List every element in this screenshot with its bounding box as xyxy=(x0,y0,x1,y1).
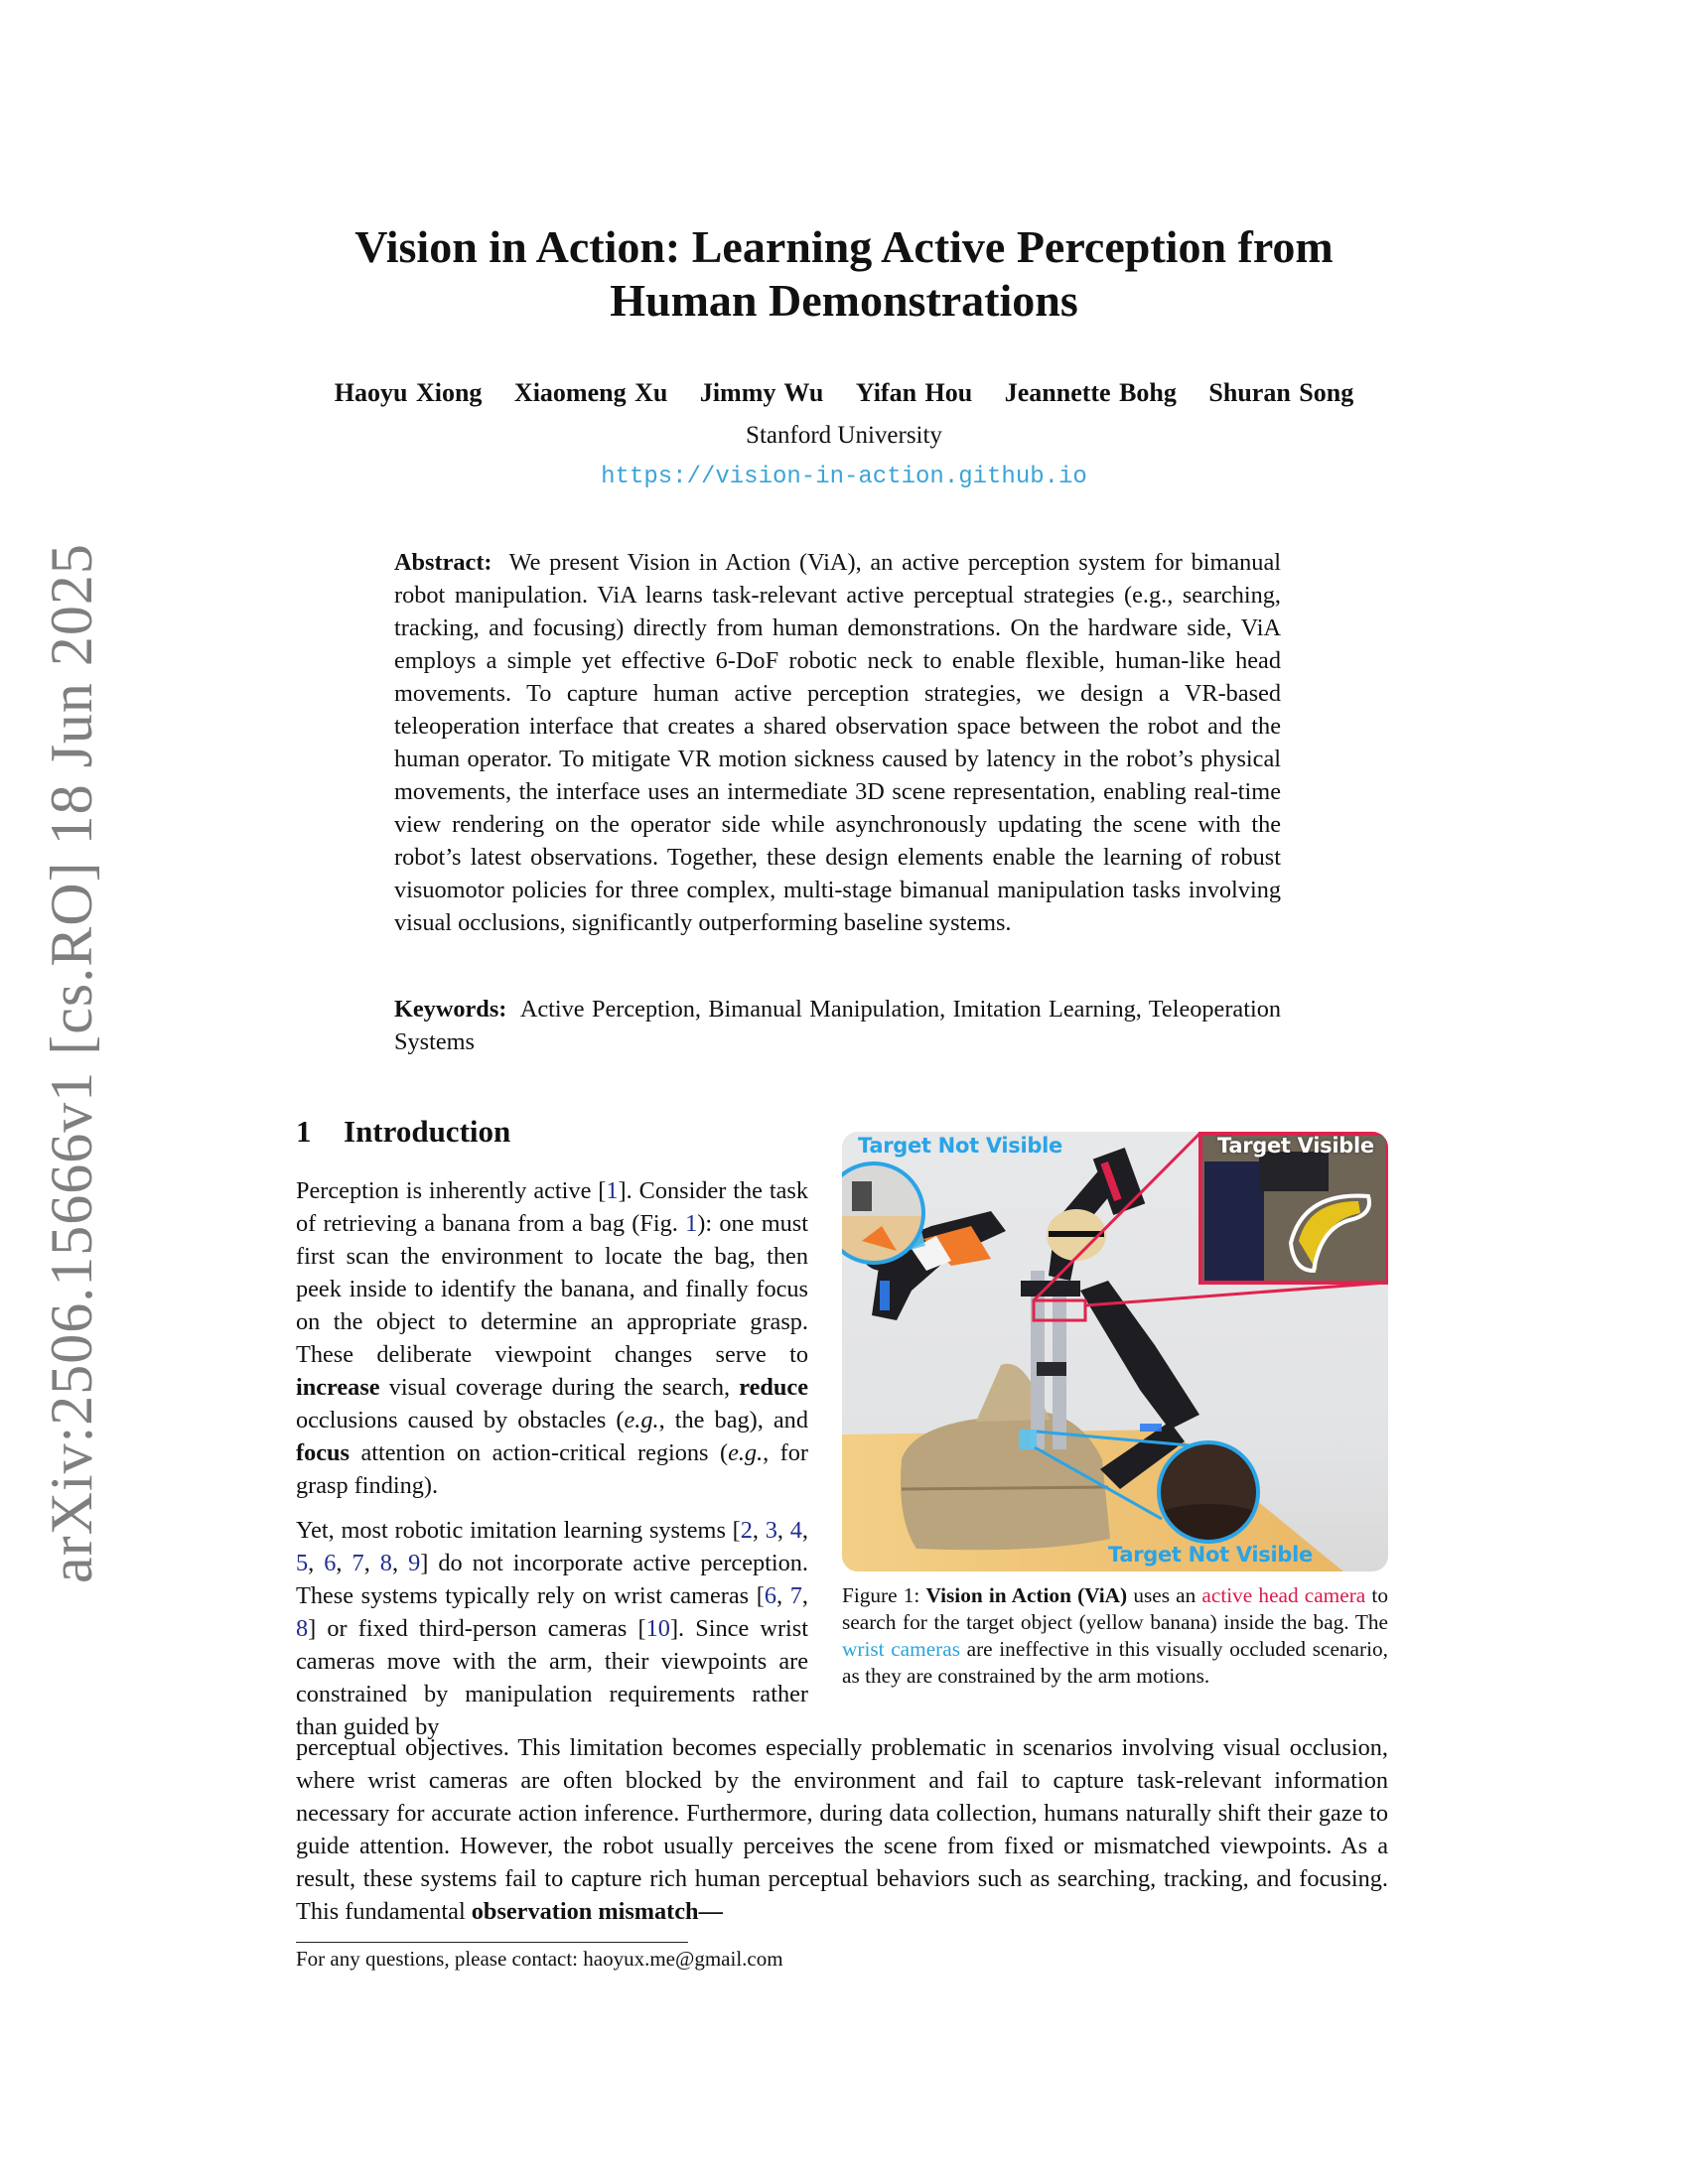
caption-bold: Vision in Action (ViA) xyxy=(925,1583,1128,1607)
italic-text: e.g. xyxy=(624,1407,659,1433)
abstract-label: Abstract: xyxy=(394,549,492,576)
caption-wrist-cameras-highlight: wrist cameras xyxy=(842,1637,960,1661)
paper-title xyxy=(298,220,1390,328)
robot-scene-illustration xyxy=(842,1132,1388,1571)
text: ] do not incorporate active perception. These systems typically rely on wrist cameras [ xyxy=(296,1550,809,1609)
text: ] or fixed third-person cameras [ xyxy=(308,1615,646,1642)
keywords xyxy=(394,993,1281,1058)
citation-link[interactable]: 8 xyxy=(296,1615,309,1642)
author: Xiaomeng Xu xyxy=(513,378,668,407)
citation-link[interactable]: 1 xyxy=(606,1177,619,1204)
text: Yet, most robotic imitation learning systems [ xyxy=(296,1517,741,1544)
citation-link[interactable]: 8 xyxy=(379,1550,392,1576)
text: perceptual objectives. This limitation becomes especially problematic in scenarios involving visual occlusion, where wrist cameras are often blocked by the environment and fail to capture task-relevant information necessary for accurate action inference. Furthermore, during data collection, humans naturally shift their gaze to guide attention. However, the robot usually perceives the scene from fixed or mismatched viewpoints. As a result, these systems fail to capture rich human perceptual behaviors such as searching, tracking, and focusing. This fundamental xyxy=(296,1734,1388,1925)
figure-label-top-right: Target Visible xyxy=(1217,1134,1374,1158)
text: are ineffective in this visually occluded scenario, as they are constrained by the arm motions. xyxy=(842,1637,1388,1688)
author: Yifan Hou xyxy=(855,378,973,407)
text: ): one must first scan the environment to locate the bag, then peek inside to identify the banana, and finally focus on the object to determine an appropriate grasp. These deliberate viewpoint changes serve to xyxy=(296,1210,808,1368)
figure-label-bottom: Target Not Visible xyxy=(1108,1543,1313,1567)
figure-1-caption xyxy=(842,1582,1388,1690)
text: visual coverage during the search, xyxy=(379,1374,740,1401)
citation-link[interactable]: 3 xyxy=(765,1517,777,1544)
em-dash: — xyxy=(698,1898,723,1925)
text: ]. Since wrist cameras move with the arm, their viewpoints are constrained by manipulation requirements rather than guided by xyxy=(296,1615,808,1740)
caption-head-camera-highlight: active head camera xyxy=(1201,1583,1366,1607)
text: , for grasp finding). xyxy=(296,1439,809,1499)
text: uses an xyxy=(1127,1583,1202,1607)
abstract-text: We present Vision in Action (ViA), an active perception system for bimanual robot manipulation. ViA learns task-relevant active perceptual strategies (e.g., searching, tracking, and focusing) directly from human demonstrations. On the hardware side, ViA employs a simple yet effective 6-DoF robotic neck to enable flexible, human-like head movements. To capture human active perception strategies, we design a VR-based teleoperation interface that creates a shared observation space between the robot and the human operator. To mitigate VR motion sickness caused by latency in the robot’s physical movements, the interface uses an intermediate 3D scene representation, enabling real-time view rendering on the operator side while asynchronously updating the scene with the robot’s latest observations. Together, these design elements enable the learning of robust visuomotor policies for three complex, multi-stage bimanual manipulation tasks involving visual occlusions, significantly outperforming baseline systems. xyxy=(394,549,1281,936)
figure-ref-link[interactable]: 1 xyxy=(685,1210,698,1237)
keywords-label: Keywords: xyxy=(394,996,507,1023)
text: , the bag), and xyxy=(658,1407,808,1433)
project-url-link[interactable]: https://vision-in-action.github.io xyxy=(601,464,1087,490)
footnote-rule xyxy=(296,1942,688,1943)
author: Jeannette Bohg xyxy=(1004,378,1177,407)
caption-prefix: Figure 1: xyxy=(842,1583,926,1607)
citation-link[interactable]: 5 xyxy=(296,1550,309,1576)
intro-paragraph-2-continued xyxy=(296,1731,1388,1928)
author: Haoyu Xiong xyxy=(334,378,483,407)
footnote-contact: For any questions, please contact: haoyux.me@gmail.com xyxy=(296,1947,783,1971)
citation-link[interactable]: 7 xyxy=(352,1550,364,1576)
bold-text: observation mismatch xyxy=(471,1898,699,1925)
title-line-2: Human Demonstrations xyxy=(610,275,1078,326)
abstract xyxy=(394,546,1281,939)
citation-link[interactable]: 2 xyxy=(740,1517,753,1544)
title-line-1: Vision in Action: Learning Active Perception from xyxy=(354,221,1334,272)
affiliation: Stanford University xyxy=(746,422,942,449)
keywords-text: Active Perception, Bimanual Manipulation, Imitation Learning, Teleoperation Systems xyxy=(394,996,1281,1055)
citation-link[interactable]: 9 xyxy=(408,1550,421,1576)
citation-link[interactable]: 4 xyxy=(789,1517,802,1544)
author: Jimmy Wu xyxy=(699,378,824,407)
figure-label-top-left: Target Not Visible xyxy=(858,1134,1062,1158)
citation-link[interactable]: 6 xyxy=(324,1550,337,1576)
figure-1-image xyxy=(842,1132,1388,1571)
text: ]. Consider the task of retrieving a banana from a bag (Fig. xyxy=(296,1177,808,1237)
text: Perception is inherently active [ xyxy=(296,1177,607,1204)
arxiv-stamp xyxy=(39,543,104,1583)
text: to search for the target object (yellow banana) inside the bag. The xyxy=(842,1583,1388,1634)
bold-text: focus xyxy=(296,1439,350,1466)
text: attention on action-critical regions ( xyxy=(350,1439,729,1466)
section-title: Introduction xyxy=(344,1114,511,1149)
italic-text: e.g. xyxy=(728,1439,764,1466)
intro-left-column xyxy=(296,1174,808,1755)
citation-link[interactable]: 10 xyxy=(645,1615,670,1642)
intro-paragraph-1 xyxy=(296,1174,808,1502)
bold-text: increase xyxy=(296,1374,380,1401)
author: Shuran Song xyxy=(1208,378,1354,407)
author-list xyxy=(298,378,1390,408)
section-heading-introduction xyxy=(296,1112,510,1152)
bold-text: reduce xyxy=(739,1374,808,1401)
text: occlusions caused by obstacles ( xyxy=(296,1407,625,1433)
arxiv-stamp-text: arXiv:2506.15666v1 [cs.RO] 18 Jun 2025 xyxy=(39,543,104,1583)
section-number: 1 xyxy=(296,1114,312,1149)
intro-paragraph-2: Yet, most robotic imitation learning systems [2, 3, 4, 5, 6, 7, 8, 9] do not incorporate active perception. These systems typically rely on wrist cameras [6, 7, 8] or fixed third-person cameras [10]. Since wrist cameras move with the arm, their viewpoints are constrained by manipulation requirements rather than guided by xyxy=(296,1517,809,1740)
citation-link[interactable]: 7 xyxy=(789,1582,802,1609)
citation-link[interactable]: 6 xyxy=(764,1582,777,1609)
